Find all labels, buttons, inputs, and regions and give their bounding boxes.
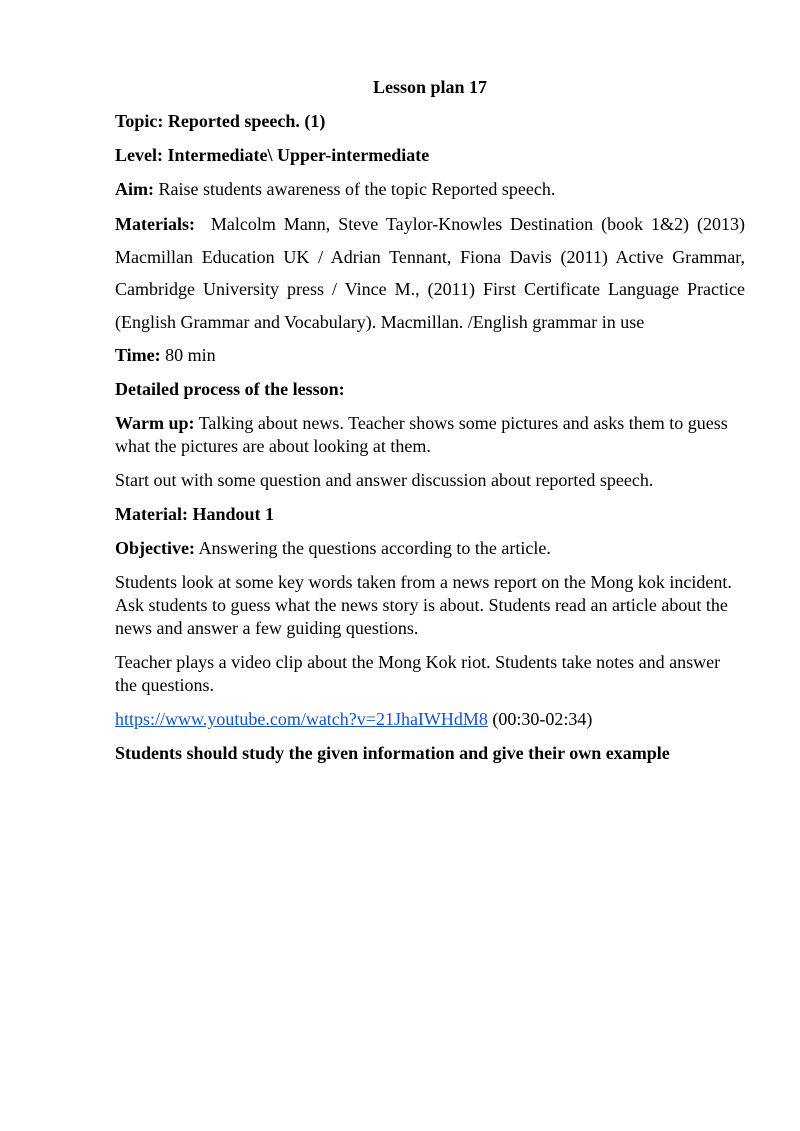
level-line <box>115 144 745 167</box>
detailed-process-heading <box>115 378 745 401</box>
time-label: Time: <box>115 345 161 365</box>
video-paragraph: Teacher plays a video clip about the Mong Kok riot. Students take notes and answer the questions. <box>115 652 721 695</box>
detailed-heading-text: Detailed process of the lesson: <box>115 379 345 399</box>
document-title: Lesson plan 17 <box>372 77 488 97</box>
time-line <box>115 344 745 367</box>
objective-label: Objective: <box>115 538 195 558</box>
materials-label: Materials: <box>115 214 195 234</box>
aim-label: Aim: <box>115 179 154 199</box>
objective-text: Answering the questions according to the article. <box>194 538 551 558</box>
video-time-range: (00:30-02:34) <box>487 709 593 729</box>
students-look-paragraph: Students look at some key words taken from a news report on the Mong kok incident. Ask students to guess what the news story is about. Students read an article about the news and answer a few guiding questions. <box>115 572 732 638</box>
warm-up-paragraph <box>115 412 745 458</box>
material-handout-line <box>115 503 745 526</box>
objective-line <box>115 537 745 560</box>
start-out-paragraph: Start out with some question and answer discussion about reported speech. <box>115 470 654 490</box>
aim-text: Raise students awareness of the topic Reported speech. <box>154 179 556 199</box>
materials-paragraph <box>115 208 750 338</box>
level-text: Level: Intermediate\ Upper-intermediate <box>115 145 430 165</box>
aim-line <box>115 178 745 201</box>
topic-text: Topic: Reported speech. (1) <box>115 111 326 131</box>
material-handout-text: Material: Handout 1 <box>115 504 274 524</box>
document-body <box>115 76 750 776</box>
topic-line <box>115 110 745 133</box>
warm-up-label: Warm up: <box>115 413 195 433</box>
youtube-link[interactable]: https://www.youtube.com/watch?v=21JhaIWHdM8 <box>115 709 488 729</box>
final-instruction-line <box>115 742 745 765</box>
warm-up-text: Talking about news. Teacher shows some pictures and asks them to guess what the pictures are about looking at them. <box>115 413 728 456</box>
video-link-line <box>115 708 745 731</box>
materials-text: Malcolm Mann, Steve Taylor-Knowles Destination (book 1&2) (2013) Macmillan Education UK / Adrian Tennant, Fiona Davis (2011) Active Grammar, Cambridge University press / Vince M., (2011) First Certificate Language Practice (English Grammar and Vocabulary). Macmillan. /English grammar in use <box>115 214 750 332</box>
final-instruction-text: Students should study the given information and give their own example <box>115 743 670 763</box>
time-text: 80 min <box>160 345 216 365</box>
